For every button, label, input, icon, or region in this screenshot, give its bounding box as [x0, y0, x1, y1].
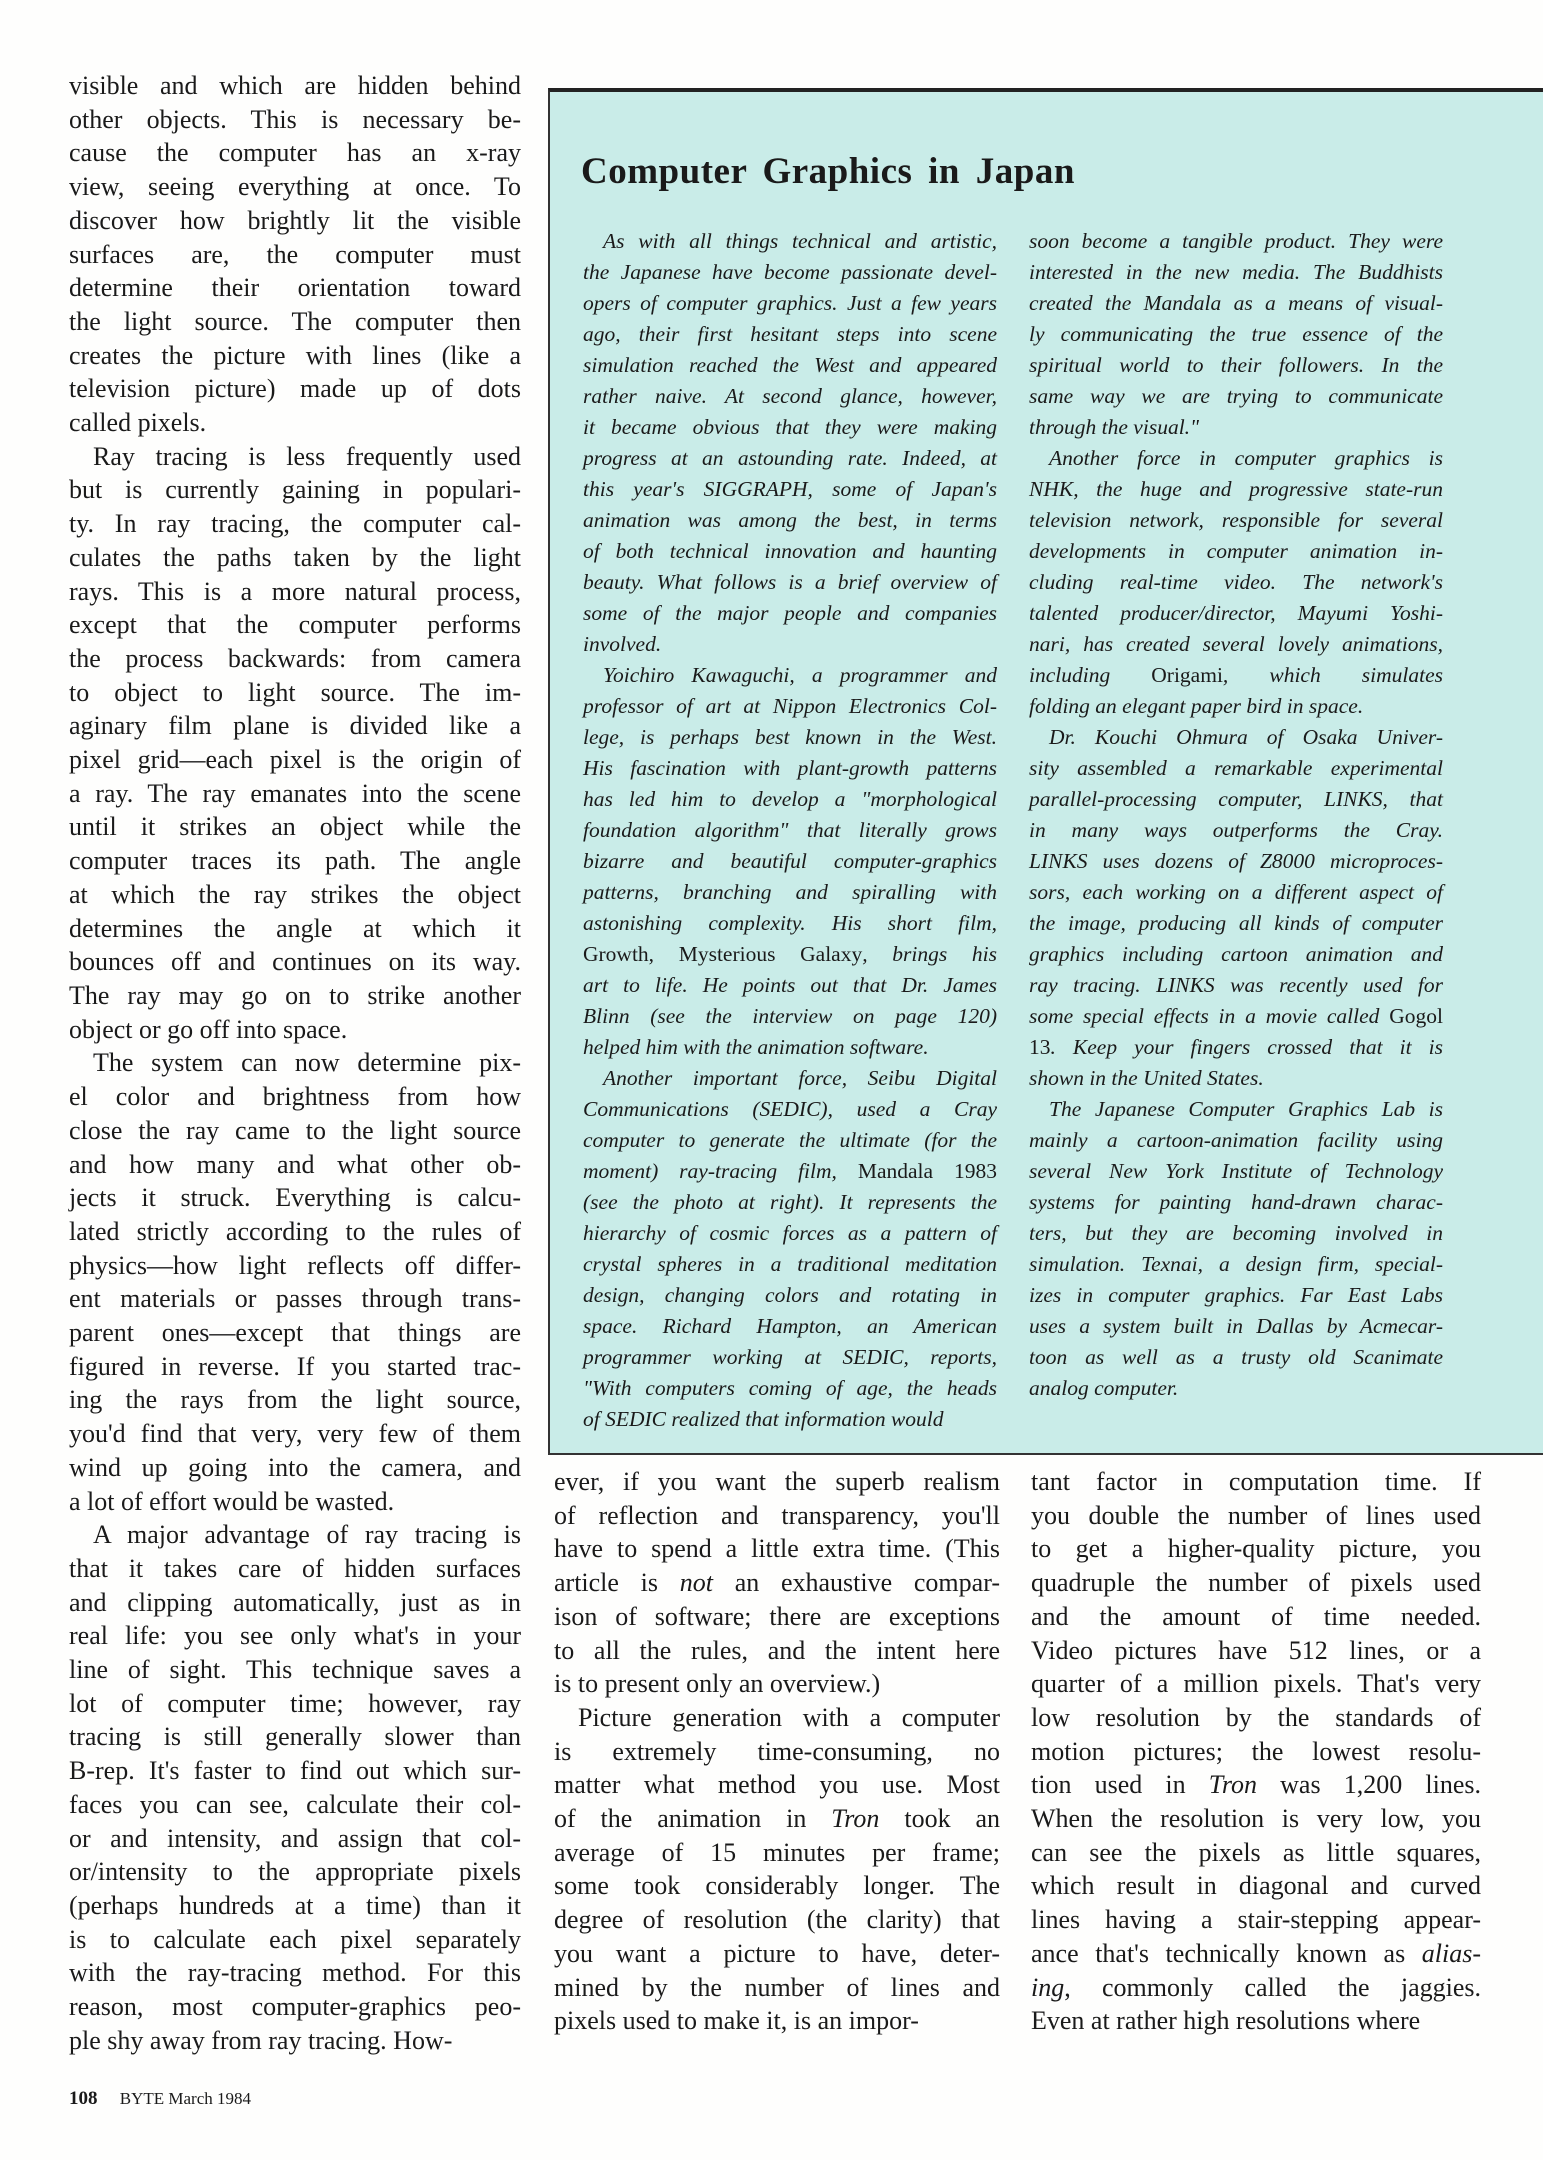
text-line: moment) ray-tracing film, Mandala 1983: [583, 1159, 997, 1183]
text-line: professor of art at Nippon Electronics Col-: [583, 694, 997, 718]
page-number: 108: [69, 2088, 98, 2109]
text-line: computer traces its path. The angle: [69, 846, 521, 876]
text-line: you want a picture to have, deter-: [554, 1938, 1000, 1968]
text-line: of SEDIC realized that information would: [583, 1407, 944, 1431]
text-line: talented producer/director, Mayumi Yoshi-: [1029, 601, 1443, 625]
text-line: of both technical innovation and haunting: [583, 539, 997, 563]
text-line: degree of resolution (the clarity) that: [554, 1905, 1000, 1935]
text-line: B-rep. It's faster to find out which sur-: [69, 1756, 521, 1786]
text-line: helped him with the animation software.: [583, 1035, 929, 1059]
text-line: ly communicating the true essence of the: [1029, 322, 1443, 346]
text-line: animation was among the best, in terms: [583, 508, 997, 532]
text-line: design, changing colors and rotating in: [583, 1283, 997, 1307]
text-line: and the amount of time needed.: [1031, 1601, 1481, 1631]
text-line: motion pictures; the lowest resolu-: [1031, 1736, 1481, 1766]
text-line: beauty. What follows is a brief overview of: [583, 570, 997, 594]
text-line: to get a higher-quality picture, you: [1031, 1534, 1481, 1564]
text-line: (see the photo at right). It represents the: [583, 1190, 997, 1214]
article-column-2: [554, 1465, 1000, 2038]
text-line: television network, responsible for several: [1029, 508, 1443, 532]
text-line: spiritual world to their followers. In the: [1029, 353, 1443, 377]
text-line: The system can now determine pix-: [93, 1048, 521, 1078]
text-line: line of sight. This technique saves a: [69, 1655, 521, 1685]
text-line: When the resolution is very low, you: [1031, 1804, 1481, 1834]
text-line: this year's SIGGRAPH, some of Japan's: [583, 477, 997, 501]
text-line: the light source. The computer then: [69, 306, 521, 336]
text-line: LINKS uses dozens of Z8000 microproces-: [1029, 849, 1443, 873]
text-line: or and intensity, and assign that col-: [69, 1823, 521, 1853]
text-line: The ray may go on to strike another: [69, 980, 521, 1010]
text-line: or/intensity to the appropriate pixels: [69, 1857, 521, 1887]
text-line: discover how brightly lit the visible: [69, 205, 521, 235]
text-line: folding an elegant paper bird in space.: [1029, 694, 1364, 718]
text-line: ple shy away from ray tracing. How-: [69, 2025, 453, 2055]
text-line: tracing is still generally slower than: [69, 1722, 521, 1752]
text-line: created the Mandala as a means of visual-: [1029, 291, 1443, 315]
text-line: bounces off and continues on its way.: [69, 947, 521, 977]
text-line: analog computer.: [1029, 1376, 1179, 1400]
text-line: ray tracing. LINKS was recently used for: [1029, 973, 1443, 997]
text-line: can see the pixels as little squares,: [1031, 1837, 1481, 1867]
text-line: rays. This is a more natural process,: [69, 576, 521, 606]
text-line: Picture generation with a computer: [578, 1702, 1000, 1732]
text-line: some of the major people and companies: [583, 601, 997, 625]
page-footer: [69, 2088, 251, 2110]
text-line: opers of computer graphics. Just a few years: [583, 291, 997, 315]
text-line: Communications (SEDIC), used a Cray: [583, 1097, 997, 1121]
text-line: including Origami, which simulates: [1029, 663, 1443, 687]
text-line: Video pictures have 512 lines, or a: [1031, 1635, 1481, 1665]
text-line: matter what method you use. Most: [554, 1770, 1000, 1800]
text-line: pixel grid—each pixel is the origin of: [69, 745, 521, 775]
text-line: foundation algorithm" that literally grows: [583, 818, 997, 842]
emphasized-text: Gogol: [1389, 1004, 1443, 1028]
text-line: real life: you see only what's in your: [69, 1621, 521, 1651]
text-line: lines having a stair-stepping appear-: [1031, 1905, 1481, 1935]
text-line: Growth, Mysterious Galaxy, brings his: [583, 942, 997, 966]
text-line: until it strikes an object while the: [69, 812, 521, 842]
text-line: systems for painting hand-drawn charac-: [1029, 1190, 1443, 1214]
text-line: nari, has created several lovely animations,: [1029, 632, 1443, 656]
text-line: Another force in computer graphics is: [1049, 446, 1443, 470]
text-line: shown in the United States.: [1029, 1066, 1264, 1090]
text-line: you double the number of lines used: [1031, 1500, 1481, 1530]
text-line: lot of computer time; however, ray: [69, 1688, 521, 1718]
text-line: at which the ray strikes the object: [69, 879, 521, 909]
text-line: average of 15 minutes per frame;: [554, 1837, 1000, 1867]
emphasized-text: Tron: [831, 1804, 880, 1834]
article-column-3: [1031, 1465, 1481, 2038]
text-line: quarter of a million pixels. That's very: [1031, 1669, 1481, 1699]
text-line: lated strictly according to the rules of: [69, 1216, 521, 1246]
publication-info: BYTE March 1984: [119, 2089, 252, 2108]
sidebar-title: Computer Graphics in Japan: [581, 151, 1075, 192]
text-line: developments in computer animation in-: [1029, 539, 1443, 563]
emphasized-text: Growth, Mysterious Galaxy: [583, 942, 863, 966]
text-line: programmer working at SEDIC, reports,: [583, 1345, 997, 1369]
text-line: have to spend a little extra time. (This: [554, 1534, 1000, 1564]
text-line: wind up going into the camera, and: [69, 1452, 521, 1482]
text-line: is extremely time-consuming, no: [554, 1736, 1000, 1766]
text-line: tant factor in computation time. If: [1031, 1467, 1481, 1496]
text-line: progress at an astounding rate. Indeed, at: [583, 446, 997, 470]
text-line: it became obvious that they were making: [583, 415, 997, 439]
text-line: Dr. Kouchi Ohmura of Osaka Univer-: [1049, 725, 1443, 749]
text-line: simulation. Texnai, a design firm, special-: [1029, 1252, 1443, 1276]
text-line: and clipping automatically, just as in: [69, 1587, 521, 1617]
text-line: determine their orientation toward: [69, 273, 521, 303]
text-line: toon as well as a trusty old Scanimate: [1029, 1345, 1443, 1369]
text-line: uses a system built in Dallas by Acmecar-: [1029, 1314, 1443, 1338]
text-line: view, seeing everything at once. To: [69, 172, 521, 202]
text-line: astonishing complexity. His short film,: [583, 911, 997, 935]
text-line: lege, is perhaps best known in the West.: [583, 725, 997, 749]
text-line: object or go off into space.: [69, 1014, 348, 1044]
text-line: sity assembled a remarkable experimental: [1029, 756, 1443, 780]
text-line: the process backwards: from camera: [69, 643, 521, 673]
text-line: you'd find that very, very few of them: [69, 1419, 521, 1449]
text-line: the image, producing all kinds of computer: [1029, 911, 1443, 935]
text-line: Ray tracing is less frequently used: [93, 441, 521, 471]
text-line: called pixels.: [69, 408, 207, 438]
text-line: physics—how light reflects off differ-: [69, 1250, 521, 1280]
text-line: through the visual.": [1029, 415, 1200, 439]
text-line: 13. Keep your fingers crossed that it is: [1029, 1035, 1443, 1059]
text-line: several New York Institute of Technology: [1029, 1159, 1443, 1183]
text-line: culates the paths taken by the light: [69, 542, 521, 572]
text-line: and how many and what other ob-: [69, 1149, 521, 1179]
text-line: interested in the new media. The Buddhists: [1029, 260, 1443, 284]
text-line: visible and which are hidden behind: [69, 71, 521, 100]
text-line: Even at rather high resolutions where: [1031, 2006, 1421, 2036]
text-line: "With computers coming of age, the heads: [583, 1376, 997, 1400]
text-line: bizarre and beautiful computer-graphics: [583, 849, 997, 873]
text-line: hierarchy of cosmic forces as a pattern of: [583, 1221, 997, 1245]
text-line: soon become a tangible product. They were: [1029, 229, 1443, 253]
emphasized-text: Mandala 1983: [857, 1159, 997, 1183]
text-line: ty. In ray tracing, the computer cal-: [69, 509, 521, 539]
text-line: a ray. The ray emanates into the scene: [69, 778, 521, 808]
text-line: mined by the number of lines and: [554, 1972, 1000, 2002]
text-line: but is currently gaining in populari-: [69, 475, 521, 505]
emphasized-text: Tron: [1208, 1770, 1257, 1800]
emphasized-text: Origami: [1151, 663, 1223, 687]
text-line: Another important force, Seibu Digital: [603, 1066, 997, 1090]
emphasized-text: 13: [1029, 1035, 1051, 1059]
text-line: faces you can see, calculate their col-: [69, 1789, 521, 1819]
text-line: sors, each working on a different aspect of: [1029, 880, 1443, 904]
sidebar-column-2: [1029, 226, 1443, 1404]
text-line: with the ray-tracing method. For this: [69, 1958, 521, 1988]
text-line: article is not an exhaustive compar-: [554, 1568, 1000, 1598]
text-line: ing the rays from the light source,: [69, 1385, 521, 1415]
text-line: The Japanese Computer Graphics Lab is: [1049, 1097, 1443, 1121]
text-line: ing, commonly called the jaggies.: [1031, 1972, 1481, 2002]
article-column-1: [69, 69, 521, 2057]
text-line: ters, but they are becoming involved in: [1029, 1221, 1443, 1245]
text-line: determines the angle at which it: [69, 913, 521, 943]
text-line: pixels used to make it, is an impor-: [554, 2006, 919, 2036]
text-line: space. Richard Hampton, an American: [583, 1314, 997, 1338]
text-line: computer to generate the ultimate (for the: [583, 1128, 997, 1152]
text-line: is to present only an overview.): [554, 1669, 881, 1699]
text-line: the Japanese have become passionate devel-: [583, 260, 997, 284]
text-line: figured in reverse. If you started trac-: [69, 1351, 521, 1381]
text-line: to all the rules, and the intent here: [554, 1635, 1000, 1665]
text-line: has led him to develop a "morphological: [583, 787, 997, 811]
text-line: ison of software; there are exceptions: [554, 1601, 1000, 1631]
text-line: aginary film plane is divided like a: [69, 711, 521, 741]
text-line: simulation reached the West and appeared: [583, 353, 997, 377]
sidebar-column-1: [583, 226, 997, 1435]
text-line: which result in diagonal and curved: [1031, 1871, 1481, 1901]
text-line: parallel-processing computer, LINKS, that: [1029, 787, 1443, 811]
text-line: crystal spheres in a traditional meditation: [583, 1252, 997, 1276]
text-line: graphics including cartoon animation and: [1029, 942, 1443, 966]
text-line: in many ways outperforms the Cray.: [1029, 818, 1443, 842]
text-line: patterns, branching and spiralling with: [583, 880, 997, 904]
emphasized-text: alias-: [1421, 1938, 1481, 1968]
text-line: some special effects in a movie called Gogol: [1029, 1004, 1443, 1028]
text-line: ago, their first hesitant steps into scene: [583, 322, 997, 346]
text-line: tion used in Tron was 1,200 lines.: [1031, 1770, 1481, 1800]
text-line: quadruple the number of pixels used: [1031, 1568, 1481, 1598]
text-line: low resolution by the standards of: [1031, 1702, 1481, 1732]
text-line: rather naive. At second glance, however,: [583, 384, 997, 408]
text-line: same way we are trying to communicate: [1029, 384, 1443, 408]
text-line: except that the computer performs: [69, 610, 521, 640]
text-line: mainly a cartoon-animation facility using: [1029, 1128, 1443, 1152]
emphasized-text: not: [679, 1568, 713, 1598]
text-line: Yoichiro Kawaguchi, a programmer and: [603, 663, 997, 687]
text-line: A major advantage of ray tracing is: [93, 1520, 521, 1550]
text-line: NHK, the huge and progressive state-run: [1029, 477, 1443, 501]
text-line: reason, most computer-graphics peo-: [69, 1992, 521, 2022]
text-line: television picture) made up of dots: [69, 374, 521, 404]
text-line: jects it struck. Everything is calcu-: [69, 1183, 521, 1213]
text-line: surfaces are, the computer must: [69, 239, 521, 269]
text-line: creates the picture with lines (like a: [69, 340, 521, 370]
text-line: of reflection and transparency, you'll: [554, 1500, 1000, 1530]
text-line: to object to light source. The im-: [69, 677, 521, 707]
text-line: other objects. This is necessary be-: [69, 104, 521, 134]
text-line: Blinn (see the interview on page 120): [583, 1004, 997, 1028]
text-line: art to life. He points out that Dr. James: [583, 973, 997, 997]
text-line: a lot of effort would be wasted.: [69, 1486, 395, 1516]
text-line: His fascination with plant-growth patterns: [583, 756, 997, 780]
text-line: involved.: [583, 632, 662, 656]
text-line: As with all things technical and artistic,: [603, 229, 997, 253]
text-line: close the ray came to the light source: [69, 1115, 521, 1145]
text-line: cluding real-time video. The network's: [1029, 570, 1443, 594]
text-line: izes in computer graphics. Far East Labs: [1029, 1283, 1443, 1307]
text-line: ance that's technically known as alias-: [1031, 1938, 1481, 1968]
text-line: parent ones—except that things are: [69, 1318, 521, 1348]
text-line: of the animation in Tron took an: [554, 1804, 1001, 1834]
text-line: ent materials or passes through trans-: [69, 1284, 521, 1314]
emphasized-text: ing: [1031, 1972, 1065, 2002]
text-line: el color and brightness from how: [69, 1082, 521, 1112]
text-line: is to calculate each pixel separately: [69, 1924, 521, 1954]
text-line: some took considerably longer. The: [554, 1871, 1000, 1901]
text-line: (perhaps hundreds at a time) than it: [69, 1890, 521, 1920]
text-line: that it takes care of hidden surfaces: [69, 1553, 521, 1583]
text-line: cause the computer has an x-ray: [69, 138, 521, 168]
text-line: ever, if you want the superb realism: [554, 1467, 1000, 1496]
